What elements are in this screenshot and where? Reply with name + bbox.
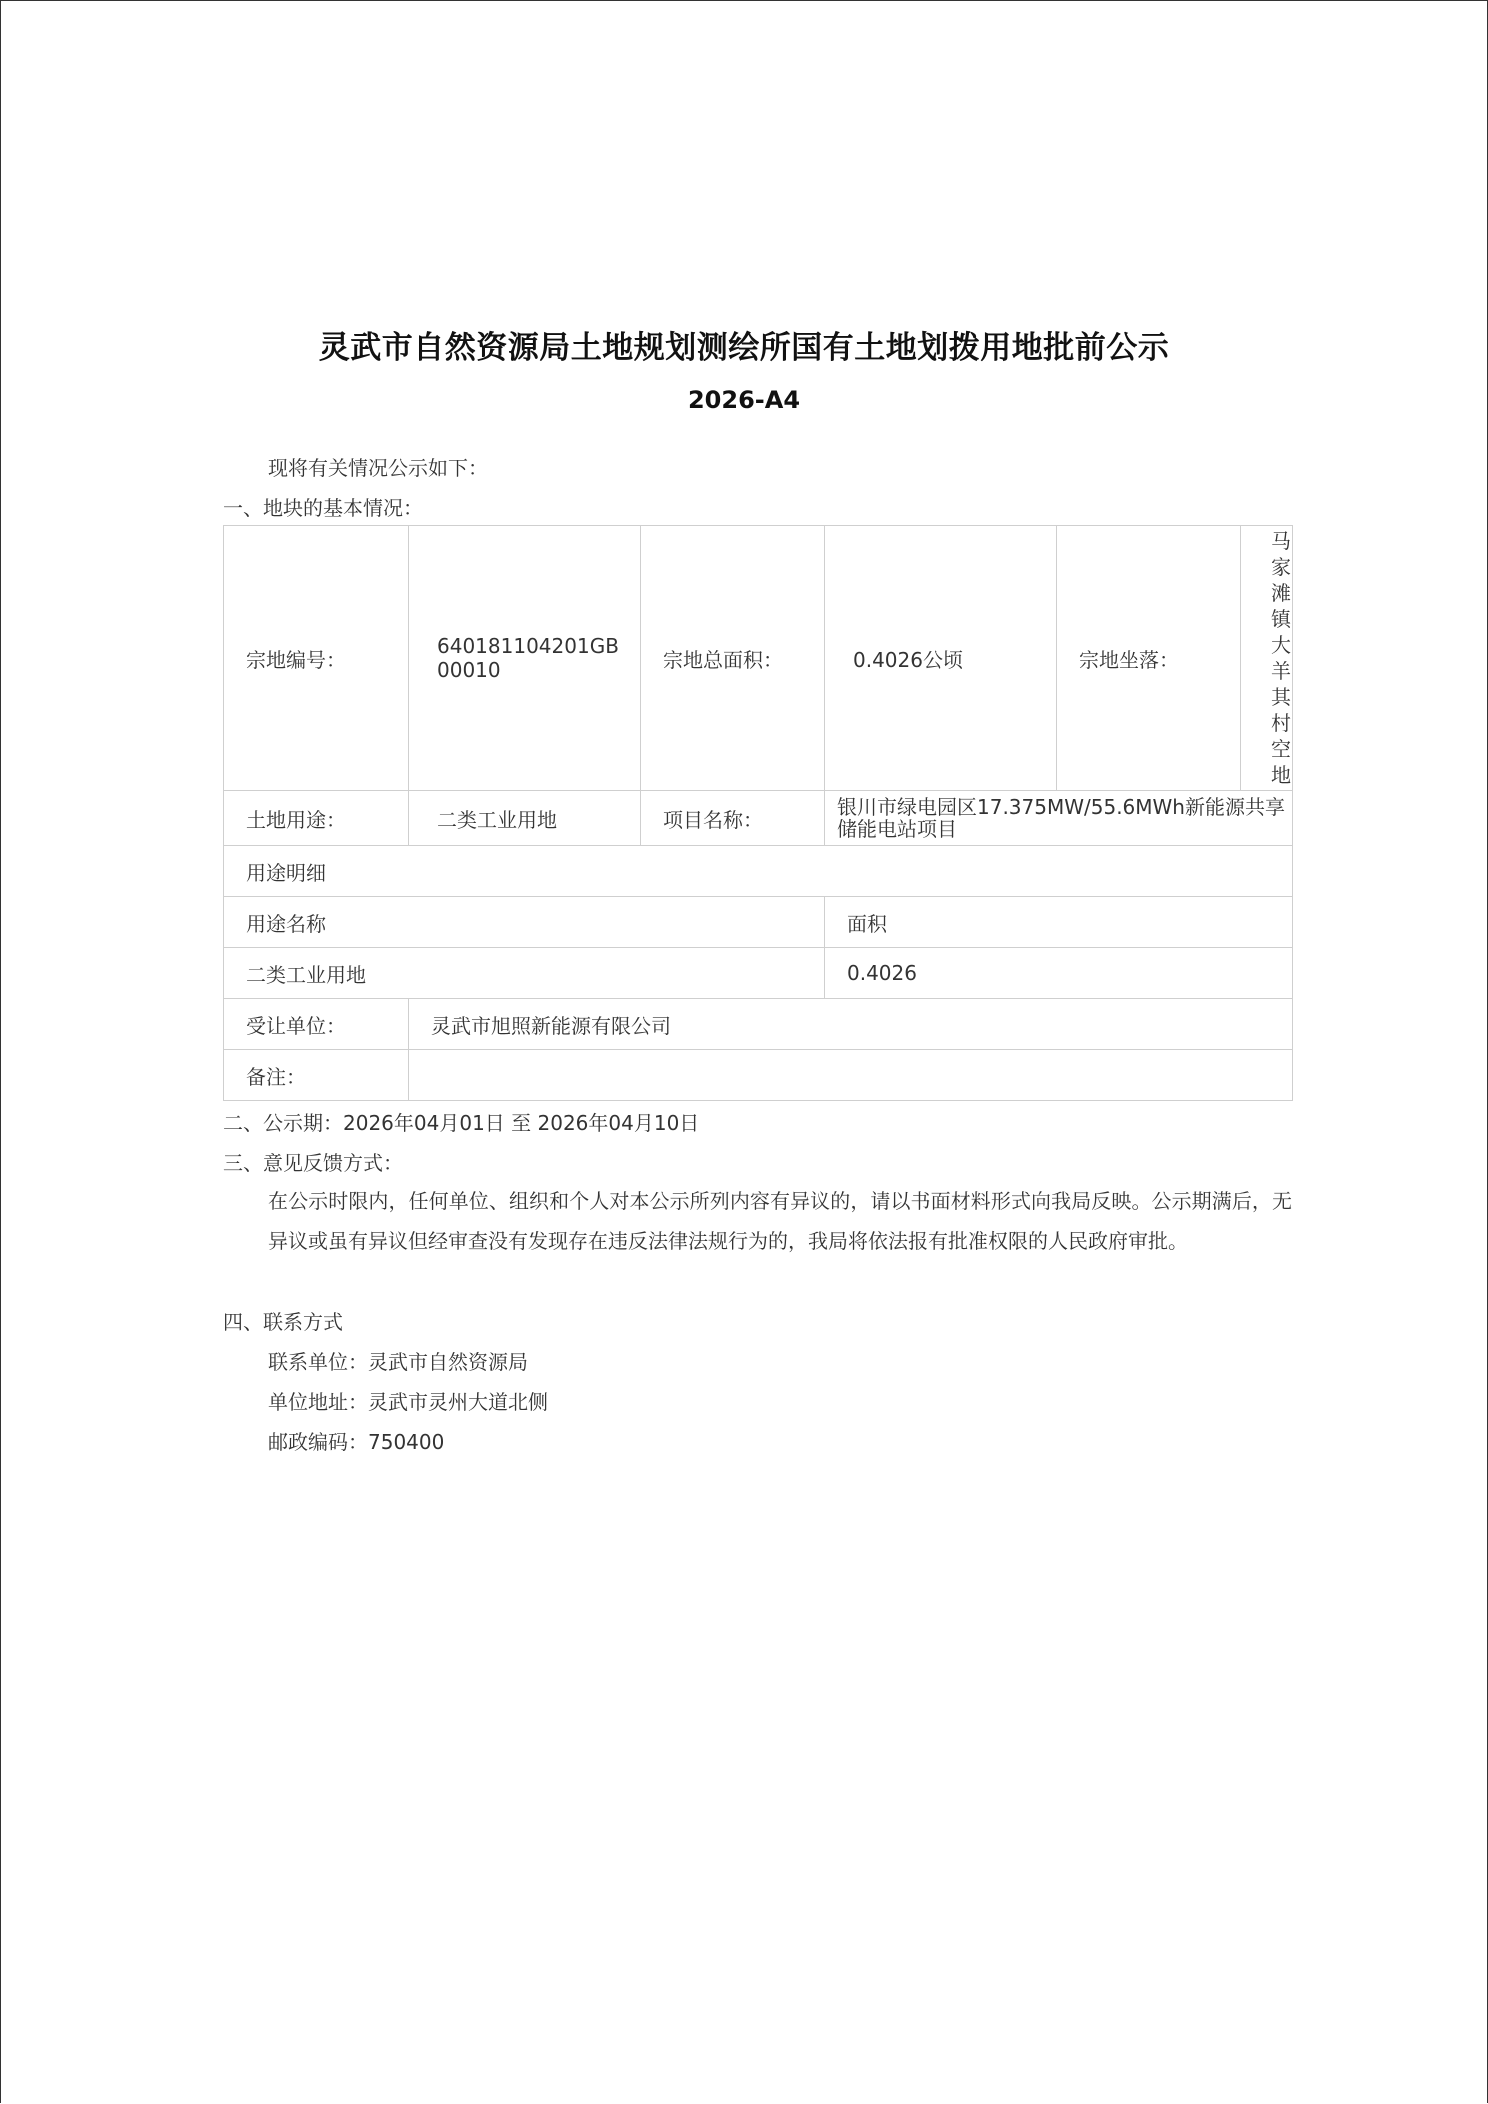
grantee-label: 受让单位：	[224, 999, 409, 1050]
section-1-heading: 一、地块的基本情况：	[223, 496, 423, 520]
project-name-value: 银川市绿电园区17.375MW/55.6MWh新能源共享储能电站项目	[825, 791, 1293, 846]
intro-text: 现将有关情况公示如下：	[268, 456, 488, 480]
table-row	[224, 791, 1293, 846]
area-label: 宗地总面积：	[641, 526, 825, 791]
doc-number: 2026-A4	[687, 386, 801, 414]
contact-postcode: 邮政编码：750400	[268, 1430, 445, 1454]
table-row	[224, 846, 1293, 897]
area-value: 0.4026公顷	[825, 526, 1057, 791]
parcel-id-value: 640181104201GB00010	[409, 526, 641, 791]
grantee-value: 灵武市旭照新能源有限公司	[409, 999, 1293, 1050]
remarks-label: 备注：	[224, 1050, 409, 1101]
section-3-heading: 三、意见反馈方式：	[223, 1151, 403, 1175]
location-label: 宗地坐落：	[1057, 526, 1241, 791]
section-3-body: 在公示时限内，任何单位、组织和个人对本公示所列内容有异议的，请以书面材料形式向我局反映。公示期满后，无异议或虽有异议但经审查没有发现存在违反法律法规行为的，我局将依法报有批准权限的人民政府审批。	[268, 1189, 1292, 1253]
parcel-info-table	[223, 525, 1293, 1101]
use-detail-header: 用途明细	[224, 846, 1293, 897]
table-row	[224, 948, 1293, 999]
use-area-value: 0.4026	[825, 948, 1293, 999]
table-row	[224, 1050, 1293, 1101]
remarks-value	[409, 1050, 1293, 1101]
table-row	[224, 897, 1293, 948]
land-use-value: 二类工业用地	[409, 791, 641, 846]
use-area-header: 面积	[825, 897, 1293, 948]
contact-address: 单位地址：灵武市灵州大道北侧	[268, 1390, 548, 1414]
notice-title: 灵武市自然资源局土地规划测绘所国有土地划拨用地批前公示	[318, 330, 1170, 366]
location-value: 马家滩镇大羊其村空地	[1271, 529, 1291, 787]
section-2-publicity-period: 二、公示期：2026年04月01日 至 2026年04月10日	[223, 1111, 700, 1135]
section-4-heading: 四、联系方式	[223, 1310, 343, 1334]
contact-unit: 联系单位：灵武市自然资源局	[268, 1350, 528, 1374]
use-name-value: 二类工业用地	[224, 948, 825, 999]
use-name-header: 用途名称	[224, 897, 825, 948]
parcel-id-label: 宗地编号：	[224, 526, 409, 791]
table-row	[224, 526, 1293, 791]
table-row	[224, 999, 1293, 1050]
land-use-label: 土地用途：	[224, 791, 409, 846]
project-name-label: 项目名称：	[641, 791, 825, 846]
